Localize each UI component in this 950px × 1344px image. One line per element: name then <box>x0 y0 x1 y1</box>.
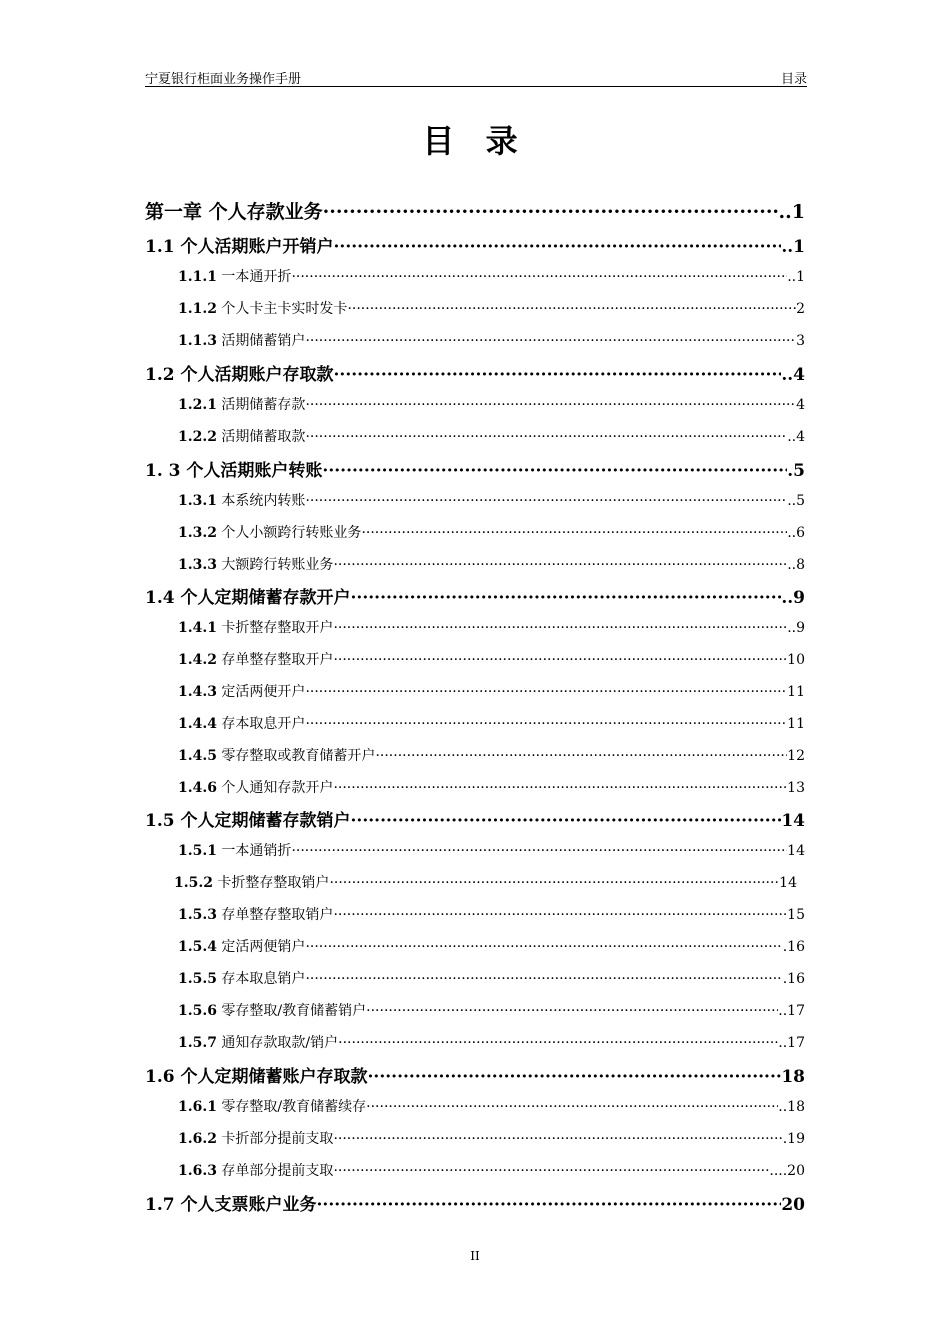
toc-entry-title: 个人小额跨行转账业务 <box>216 525 362 541</box>
toc-entry-title: 存单部分提前支取 <box>216 1163 334 1179</box>
toc-page-number: 10 <box>787 652 805 668</box>
toc-page-number: ..4 <box>787 429 805 445</box>
toc-entry-number: 1.4.5 <box>178 748 217 764</box>
toc-entry[interactable] <box>174 872 797 892</box>
toc-dot-leader <box>305 971 782 987</box>
toc-entry-number: 1.6.1 <box>178 1099 217 1115</box>
toc-dot-leader <box>351 811 782 831</box>
toc-dot-leader <box>334 365 782 385</box>
toc-entry-title: 通知存款取款/销户 <box>216 1035 339 1051</box>
toc-entry[interactable] <box>178 713 805 733</box>
toc-entry-label <box>178 1000 366 1020</box>
toc-entry-number: 1.5.6 <box>178 1003 217 1019</box>
toc-entry-label <box>178 777 333 797</box>
toc-entry-number: 1.2 <box>145 365 175 385</box>
toc-entry[interactable] <box>178 904 805 924</box>
toc-entry-label <box>178 1096 366 1116</box>
toc-entry[interactable] <box>178 777 805 797</box>
toc-entry[interactable] <box>178 490 805 510</box>
toc-page-number: ..6 <box>787 525 805 541</box>
toc-entry-title: 本系统内转账 <box>216 493 306 509</box>
toc-entry-number: 1.4.1 <box>178 620 217 636</box>
toc-entry[interactable] <box>178 554 805 574</box>
toc-entry-label <box>178 840 291 860</box>
toc-dot-leader <box>368 1067 782 1087</box>
toc-page-number: ....20 <box>769 1163 805 1179</box>
toc-entry-label <box>178 490 305 510</box>
page-header <box>145 66 807 87</box>
toc-entry-number: 1.3.1 <box>178 493 217 509</box>
toc-page-number: ..18 <box>778 1099 805 1115</box>
toc-page-number: 18 <box>781 1067 805 1087</box>
toc-entry[interactable] <box>145 232 805 257</box>
toc-page-number: 3 <box>796 333 805 349</box>
toc-dot-leader <box>338 1035 778 1051</box>
toc-entry-title: 存单整存整取开户 <box>216 652 334 668</box>
toc-title: 目 录 <box>422 122 528 160</box>
toc-dot-leader <box>329 875 779 891</box>
toc-dot-leader <box>291 843 787 859</box>
toc-entry-label <box>178 1128 333 1148</box>
toc-entry-number: 1.1.1 <box>178 269 217 285</box>
toc-entry[interactable] <box>178 1128 805 1148</box>
toc-page-number: ..5 <box>787 493 805 509</box>
toc-page-number: ..8 <box>787 557 805 573</box>
toc-entry[interactable] <box>178 617 805 637</box>
toc-entry-title: 个人定期储蓄存款开户 <box>174 588 351 608</box>
toc-page-number: ..4 <box>781 365 805 385</box>
toc-dot-leader <box>366 1003 778 1019</box>
toc-dot-leader <box>347 301 796 317</box>
toc-entry-label <box>145 1062 368 1087</box>
toc-dot-leader <box>305 333 796 349</box>
toc-dot-leader <box>317 1195 782 1215</box>
toc-entry-label <box>178 1032 338 1052</box>
toc-page-number: ..1 <box>781 237 805 257</box>
page-number: II <box>470 1249 480 1263</box>
toc-page-number: 20 <box>781 1195 805 1215</box>
toc-page-number: ..9 <box>781 588 805 608</box>
toc-page-number: 4 <box>796 397 805 413</box>
toc-dot-leader <box>305 397 796 413</box>
toc-entry-label <box>145 806 351 831</box>
toc-entry-number: 1.5.7 <box>178 1035 217 1051</box>
toc-entry-label <box>178 681 305 701</box>
toc-dot-leader <box>305 493 787 509</box>
toc-entry-title: 个人活期账户存取款 <box>174 365 334 385</box>
toc-dot-leader <box>323 201 779 223</box>
toc-entry-label <box>145 232 334 257</box>
toc-entry-title: 个人支票账户业务 <box>174 1195 317 1215</box>
toc-entry-title: 卡折整存整取销户 <box>212 875 330 891</box>
toc-page-number: 11 <box>787 684 805 700</box>
toc-page-number: ..1 <box>787 269 805 285</box>
toc-dot-leader <box>375 748 787 764</box>
toc-page-number: ..9 <box>787 620 805 636</box>
toc-dot-leader <box>333 1131 782 1147</box>
header-section-name: 目录 <box>780 72 807 87</box>
toc-page-number: ..1 <box>778 201 805 223</box>
toc-entry-label <box>145 1190 317 1215</box>
toc-entry-label <box>145 456 322 481</box>
toc-dot-leader <box>305 429 787 445</box>
toc-entry-title: 定活两便开户 <box>216 684 306 700</box>
toc-entry[interactable] <box>178 298 805 318</box>
toc-entry-number: 1.4.3 <box>178 684 217 700</box>
toc-entry[interactable] <box>178 840 805 860</box>
toc-entry-title: 零存整取或教育储蓄开户 <box>216 748 376 764</box>
toc-dot-leader <box>333 1163 769 1179</box>
toc-dot-leader <box>333 907 787 923</box>
toc-dot-leader <box>351 588 782 608</box>
toc-entry-number: 1.1 <box>145 237 175 257</box>
toc-entry-title: 零存整取/教育储蓄销户 <box>216 1003 367 1019</box>
toc-entry-title: 大额跨行转账业务 <box>216 557 334 573</box>
toc-entry-number: 1.2.2 <box>178 429 217 445</box>
toc-entry-number: 1.5.5 <box>178 971 217 987</box>
toc-entry-label <box>178 426 305 446</box>
toc-entry[interactable] <box>145 1062 805 1087</box>
toc-entry-label <box>178 394 305 414</box>
toc-page-number: 2 <box>796 301 805 317</box>
toc-entry-label <box>178 330 305 350</box>
toc-dot-leader <box>322 461 787 481</box>
toc-dot-leader <box>334 237 782 257</box>
toc-entry-title: 个人定期储蓄存款销户 <box>174 811 351 831</box>
toc-entry-title: 个人定期储蓄账户存取款 <box>174 1067 368 1087</box>
toc-entry-title: 存本取息销户 <box>216 971 306 987</box>
toc-entry-number: 1.3.2 <box>178 525 217 541</box>
toc-dot-leader <box>366 1099 778 1115</box>
toc-entry[interactable] <box>145 456 805 481</box>
toc-dot-leader <box>305 716 787 732</box>
toc-page-number: 15 <box>787 907 805 923</box>
toc-entry-title: 卡折部分提前支取 <box>216 1131 334 1147</box>
toc-dot-leader <box>305 684 787 700</box>
toc-page-number: .16 <box>782 939 805 955</box>
toc-entry[interactable] <box>145 197 805 224</box>
toc-dot-leader <box>333 780 787 796</box>
toc-entry-title: 定活两便销户 <box>216 939 306 955</box>
toc-entry-number: 1.5.3 <box>178 907 217 923</box>
toc-entry-number: 1.6.3 <box>178 1163 217 1179</box>
toc-entry-title: 活期储蓄销户 <box>216 333 306 349</box>
toc-page-number: 13 <box>787 780 805 796</box>
toc-entry[interactable] <box>145 1190 805 1215</box>
toc-entry-label <box>174 872 329 892</box>
toc-dot-leader <box>333 620 787 636</box>
toc-entry[interactable] <box>145 583 805 608</box>
toc-page-number: ..17 <box>778 1003 805 1019</box>
toc-entry-label <box>178 936 305 956</box>
toc-entry-number: 1.6.2 <box>178 1131 217 1147</box>
toc-entry-number: 1.5 <box>145 811 175 831</box>
toc-entry-title: 存本取息开户 <box>216 716 306 732</box>
toc-dot-leader <box>333 557 787 573</box>
toc-entry-label <box>178 617 333 637</box>
toc-entry-title: 个人通知存款开户 <box>216 780 334 796</box>
toc-entry-number: 1.4.4 <box>178 716 217 732</box>
toc-entry-number: 1.6 <box>145 1067 175 1087</box>
toc-entry-number: 1.1.3 <box>178 333 217 349</box>
toc-entry-number: 1.4.6 <box>178 780 217 796</box>
toc-page-number: 14 <box>781 811 805 831</box>
toc-entry-title: 零存整取/教育储蓄续存 <box>216 1099 367 1115</box>
toc-page-number: .19 <box>782 1131 805 1147</box>
toc-entry-label <box>178 904 333 924</box>
toc-page-number: 12 <box>787 748 805 764</box>
toc-dot-leader <box>291 269 787 285</box>
toc-page-number: 11 <box>787 716 805 732</box>
toc-entry-number: 1. 3 <box>145 461 181 481</box>
toc-entry[interactable] <box>178 266 805 286</box>
toc-entry-label <box>145 360 334 385</box>
toc-entry-title: 个人卡主卡实时发卡 <box>216 301 348 317</box>
toc-entry[interactable] <box>178 936 805 956</box>
toc-entry-label <box>178 266 291 286</box>
toc-entry-label <box>178 1160 333 1180</box>
toc-entry[interactable] <box>145 360 805 385</box>
toc-entry-number: 1.4 <box>145 588 175 608</box>
toc-entry[interactable] <box>178 1160 805 1180</box>
header-document-title: 宁夏银行柜面业务操作手册 <box>145 72 302 87</box>
toc-entry[interactable] <box>178 1032 805 1052</box>
toc-entry-title: 活期储蓄存款 <box>216 397 306 413</box>
toc-page-number: 14 <box>787 843 805 859</box>
toc-entry-number: 1.5.4 <box>178 939 217 955</box>
toc-entry-label <box>145 197 323 224</box>
toc-page-number: ..17 <box>778 1035 805 1051</box>
toc-entry-title: 卡折整存整取开户 <box>216 620 334 636</box>
toc-entry-label <box>178 554 333 574</box>
toc-entry[interactable] <box>178 1000 805 1020</box>
toc-entry[interactable] <box>178 394 805 414</box>
toc-dot-leader <box>361 525 787 541</box>
toc-entry[interactable] <box>178 649 805 669</box>
toc-entry-label <box>178 968 305 988</box>
toc-entry-title: 存单整存整取销户 <box>216 907 334 923</box>
toc-page-number: .16 <box>782 971 805 987</box>
toc-dot-leader <box>333 652 787 668</box>
toc-entry[interactable] <box>178 1096 805 1116</box>
toc-entry[interactable] <box>178 330 805 350</box>
toc-entry-title: 个人活期账户转账 <box>180 461 323 481</box>
toc-entry-label <box>145 583 351 608</box>
toc-entry-label <box>178 649 333 669</box>
toc-entry-number: 1.1.2 <box>178 301 217 317</box>
toc-entry-number: 1.3.3 <box>178 557 217 573</box>
toc-entry-label <box>178 298 347 318</box>
toc-entry-label <box>178 745 375 765</box>
toc-entry[interactable] <box>178 745 805 765</box>
toc-entry[interactable] <box>145 806 805 831</box>
toc-entry-title: 个人活期账户开销户 <box>174 237 334 257</box>
toc-entry[interactable] <box>178 522 805 542</box>
toc-entry-number: 1.4.2 <box>178 652 217 668</box>
toc-entry-title: 一本通销折 <box>216 843 292 859</box>
toc-entry-number: 1.7 <box>145 1195 175 1215</box>
toc-entry-title: 第一章 个人存款业务 <box>145 201 323 223</box>
toc-page-number: 14 <box>779 875 797 891</box>
toc-dot-leader <box>305 939 782 955</box>
toc-entry-title: 一本通开折 <box>216 269 292 285</box>
toc-entry[interactable] <box>178 681 805 701</box>
toc-entry-title: 活期储蓄取款 <box>216 429 306 445</box>
toc-entry-label <box>178 713 305 733</box>
toc-entry-label <box>178 522 361 542</box>
toc-entry[interactable] <box>178 426 805 446</box>
toc-entry-number: 1.5.1 <box>178 843 217 859</box>
toc-entry[interactable] <box>178 968 805 988</box>
toc-entry-number: 1.2.1 <box>178 397 217 413</box>
toc-entry-number: 1.5.2 <box>174 875 213 891</box>
toc-page-number: .5 <box>787 461 805 481</box>
